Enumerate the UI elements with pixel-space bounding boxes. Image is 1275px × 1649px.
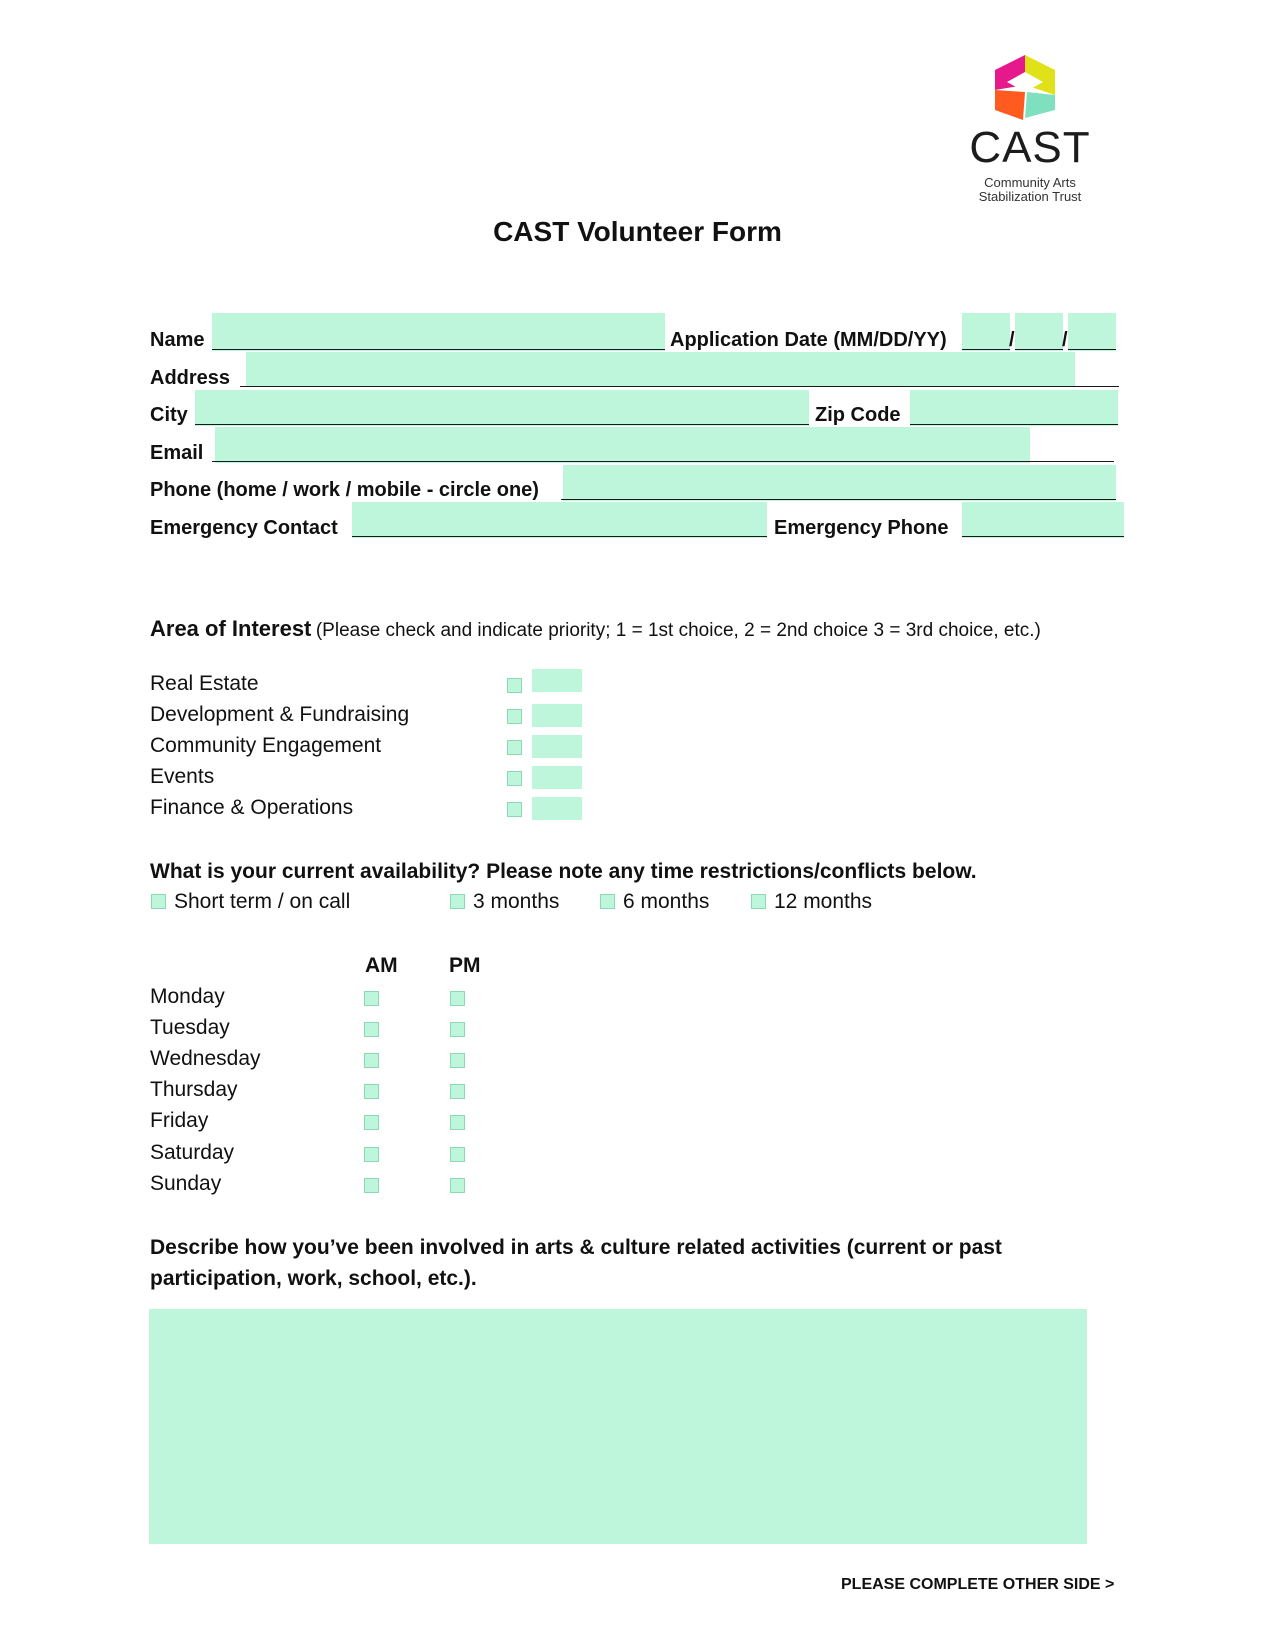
sunday-pm-checkbox[interactable] [450, 1178, 465, 1193]
wednesday-am-checkbox[interactable] [364, 1053, 379, 1068]
logo-tagline-1: Community Arts [984, 175, 1076, 190]
day-wednesday: Wednesday [150, 1047, 261, 1070]
city-label: City [150, 404, 188, 426]
interest-priority-community-engagement[interactable] [532, 735, 582, 758]
email-underline [212, 461, 1114, 462]
day-monday: Monday [150, 985, 225, 1008]
availability-option-short-term: Short term / on call [174, 890, 351, 913]
date-separator-2: / [1062, 329, 1068, 351]
day-tuesday: Tuesday [150, 1016, 230, 1039]
email-label: Email [150, 442, 204, 464]
saturday-pm-checkbox[interactable] [450, 1147, 465, 1162]
address-label: Address [150, 367, 231, 389]
area-of-interest-header [150, 616, 1041, 642]
address-field[interactable] [246, 352, 1075, 387]
describe-prompt-line-1: Describe how you’ve been involved in arts & culture related activities (current or past [150, 1236, 1002, 1259]
interest-item-community-engagement: Community Engagement [150, 734, 382, 757]
app-date-month-field[interactable] [962, 313, 1010, 351]
interest-item-events: Events [150, 765, 215, 788]
interest-item-development: Development & Fundraising [150, 703, 410, 726]
zip-code-field[interactable] [910, 390, 1118, 426]
phone-underline [561, 499, 1116, 500]
emergency-contact-field[interactable] [352, 502, 767, 538]
emergency-phone-underline [962, 536, 1124, 537]
name-label: Name [150, 329, 205, 351]
area-of-interest-note: (Please check and indicate priority; 1 = 1st choice, 2 = 2nd choice 3 = 3rd choice, etc.) [315, 620, 1041, 641]
availability-checkbox-6-months[interactable] [600, 894, 615, 909]
logo-tagline-2: Stabilization Trust [978, 189, 1082, 204]
emergency-contact-label: Emergency Contact [150, 517, 338, 539]
zip-code-label: Zip Code [815, 404, 901, 426]
city-field[interactable] [195, 390, 809, 426]
interest-item-real-estate: Real Estate [150, 672, 259, 695]
app-date-day-field[interactable] [1015, 313, 1063, 351]
saturday-am-checkbox[interactable] [364, 1147, 379, 1162]
interest-checkbox-development[interactable] [507, 709, 522, 724]
day-sunday: Sunday [150, 1172, 222, 1195]
interest-checkbox-real-estate[interactable] [507, 678, 522, 693]
availability-checkbox-12-months[interactable] [751, 894, 766, 909]
app-date-month-underline [962, 349, 1010, 350]
interest-priority-development[interactable] [532, 704, 582, 727]
day-friday: Friday [150, 1109, 209, 1132]
phone-field[interactable] [563, 465, 1116, 501]
zip-code-underline [910, 424, 1118, 425]
app-date-year-field[interactable] [1068, 313, 1116, 351]
interest-checkbox-finance-operations[interactable] [507, 802, 522, 817]
interest-priority-finance-operations[interactable] [532, 797, 582, 820]
day-thursday: Thursday [150, 1078, 238, 1101]
name-field[interactable] [212, 313, 665, 351]
area-of-interest-heading: Area of Interest [150, 616, 312, 641]
complete-other-side-note: PLEASE COMPLETE OTHER SIDE > [841, 1576, 1115, 1593]
availability-option-12-months: 12 months [774, 890, 873, 913]
availability-question: What is your current availability? Please note any time restrictions/conflicts below. [150, 860, 977, 883]
thursday-pm-checkbox[interactable] [450, 1084, 465, 1099]
emergency-contact-underline [352, 536, 767, 537]
availability-checkbox-short-term[interactable] [151, 894, 166, 909]
describe-prompt-line-2: participation, work, school, etc.). [150, 1267, 477, 1290]
address-underline [240, 386, 1119, 387]
friday-am-checkbox[interactable] [364, 1115, 379, 1130]
interest-item-finance-operations: Finance & Operations [150, 796, 354, 819]
monday-pm-checkbox[interactable] [450, 991, 465, 1006]
friday-pm-checkbox[interactable] [450, 1115, 465, 1130]
day-saturday: Saturday [150, 1141, 235, 1164]
sunday-am-checkbox[interactable] [364, 1178, 379, 1193]
form-title: CAST Volunteer Form [493, 216, 782, 247]
logo-wordmark: CAST [969, 123, 1091, 172]
availability-option-3-months: 3 months [473, 890, 560, 913]
tuesday-am-checkbox[interactable] [364, 1022, 379, 1037]
availability-option-6-months: 6 months [623, 890, 710, 913]
date-separator-1: / [1009, 329, 1015, 351]
monday-am-checkbox[interactable] [364, 991, 379, 1006]
am-column-header: AM [365, 954, 398, 977]
application-date-label: Application Date (MM/DD/YY) [670, 329, 947, 351]
thursday-am-checkbox[interactable] [364, 1084, 379, 1099]
emergency-phone-field[interactable] [962, 502, 1124, 538]
interest-priority-events[interactable] [532, 766, 582, 789]
app-date-day-underline [1015, 349, 1063, 350]
wednesday-pm-checkbox[interactable] [450, 1053, 465, 1068]
cast-logo [955, 50, 1105, 210]
email-field[interactable] [215, 427, 1030, 463]
interest-priority-real-estate[interactable] [532, 669, 582, 692]
tuesday-pm-checkbox[interactable] [450, 1022, 465, 1037]
city-underline [195, 424, 809, 425]
involvement-textarea[interactable] [149, 1309, 1087, 1544]
pm-column-header: PM [449, 954, 481, 977]
phone-label: Phone (home / work / mobile - circle one) [150, 479, 539, 501]
app-date-year-underline [1068, 349, 1116, 350]
emergency-phone-label: Emergency Phone [774, 517, 949, 539]
interest-checkbox-community-engagement[interactable] [507, 740, 522, 755]
availability-checkbox-3-months[interactable] [450, 894, 465, 909]
cast-cube-icon [985, 50, 1065, 120]
name-underline [212, 349, 665, 350]
interest-checkbox-events[interactable] [507, 771, 522, 786]
